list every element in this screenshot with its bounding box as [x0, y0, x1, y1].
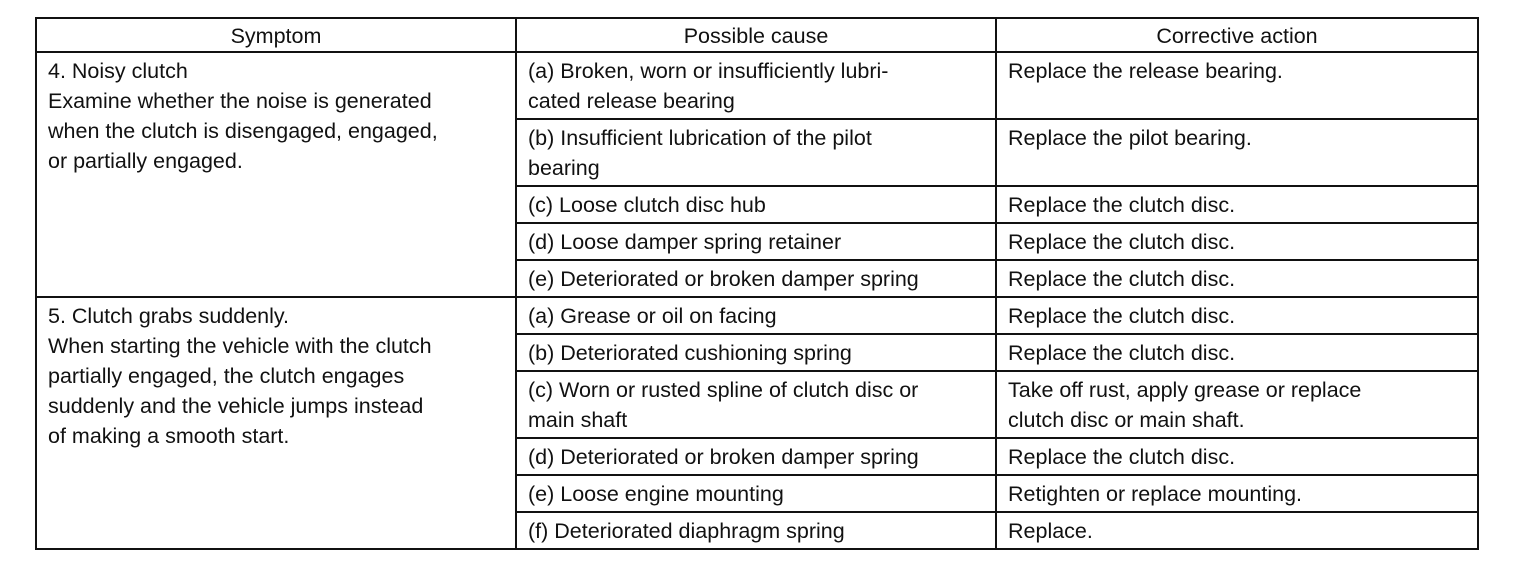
- cause-text: (a) Broken, worn or insufficiently lubri- cated release bearing: [528, 59, 889, 113]
- action-cell: [996, 512, 1478, 549]
- action-text: Replace the clutch disc.: [1008, 267, 1236, 291]
- action-text: Replace the pilot bearing.: [1008, 126, 1252, 150]
- symptom-cell-noisy-clutch: [36, 52, 516, 297]
- troubleshooting-table: [35, 17, 1479, 550]
- cause-cell: [516, 119, 996, 186]
- symptom-title: 5. Clutch grabs suddenly.: [48, 304, 290, 328]
- cause-text: (e) Deteriorated or broken damper spring: [528, 267, 919, 291]
- action-cell: [996, 52, 1478, 119]
- symptom-title: 4. Noisy clutch: [48, 59, 188, 83]
- cause-cell: [516, 475, 996, 512]
- cause-cell: [516, 438, 996, 475]
- cause-cell: [516, 371, 996, 438]
- cause-text: (c) Worn or rusted spline of clutch disc or main shaft: [528, 378, 919, 432]
- header-possible-cause: Possible cause: [516, 18, 996, 52]
- header-corrective-action: Corrective action: [996, 18, 1478, 52]
- action-cell: [996, 223, 1478, 260]
- cause-text: (a) Grease or oil on facing: [528, 304, 777, 328]
- action-text: Take off rust, apply grease or replace clutch disc or main shaft.: [1008, 378, 1362, 432]
- action-text: Retighten or replace mounting.: [1008, 482, 1303, 506]
- cause-text: (c) Loose clutch disc hub: [528, 193, 766, 217]
- cause-cell: [516, 52, 996, 119]
- action-cell: [996, 475, 1478, 512]
- cause-text: (b) Deteriorated cushioning spring: [528, 341, 852, 365]
- cause-cell: [516, 260, 996, 297]
- action-text: Replace the clutch disc.: [1008, 445, 1236, 469]
- action-cell: [996, 260, 1478, 297]
- action-cell: [996, 119, 1478, 186]
- cause-text: (d) Deteriorated or broken damper spring: [528, 445, 919, 469]
- action-cell: [996, 297, 1478, 334]
- cause-text: (f) Deteriorated diaphragm spring: [528, 519, 845, 543]
- action-text: Replace the clutch disc.: [1008, 341, 1236, 365]
- header-row: [36, 18, 1478, 52]
- cause-cell: [516, 334, 996, 371]
- symptom-cell-clutch-grabs: [36, 297, 516, 549]
- action-text: Replace the clutch disc.: [1008, 230, 1236, 254]
- symptom-description: When starting the vehicle with the clutch partially engaged, the clutch engages suddenly and the vehicle jumps instead of making a smooth start.: [48, 334, 432, 448]
- action-cell: [996, 371, 1478, 438]
- action-text: Replace.: [1008, 519, 1093, 543]
- cause-text: (e) Loose engine mounting: [528, 482, 784, 506]
- table-row: [36, 297, 1478, 334]
- action-cell: [996, 186, 1478, 223]
- cause-cell: [516, 223, 996, 260]
- action-text: Replace the clutch disc.: [1008, 304, 1236, 328]
- cause-cell: [516, 512, 996, 549]
- action-cell: [996, 334, 1478, 371]
- header-symptom: Symptom: [36, 18, 516, 52]
- action-text: Replace the clutch disc.: [1008, 193, 1236, 217]
- action-text: Replace the release bearing.: [1008, 59, 1283, 83]
- cause-text: (d) Loose damper spring retainer: [528, 230, 842, 254]
- action-cell: [996, 438, 1478, 475]
- cause-cell: [516, 186, 996, 223]
- cause-text: (b) Insufficient lubrication of the pilot bearing: [528, 126, 872, 180]
- table-row: [36, 52, 1478, 119]
- cause-cell: [516, 297, 996, 334]
- symptom-description: Examine whether the noise is generated when the clutch is disengaged, engaged, or partially engaged.: [48, 89, 438, 173]
